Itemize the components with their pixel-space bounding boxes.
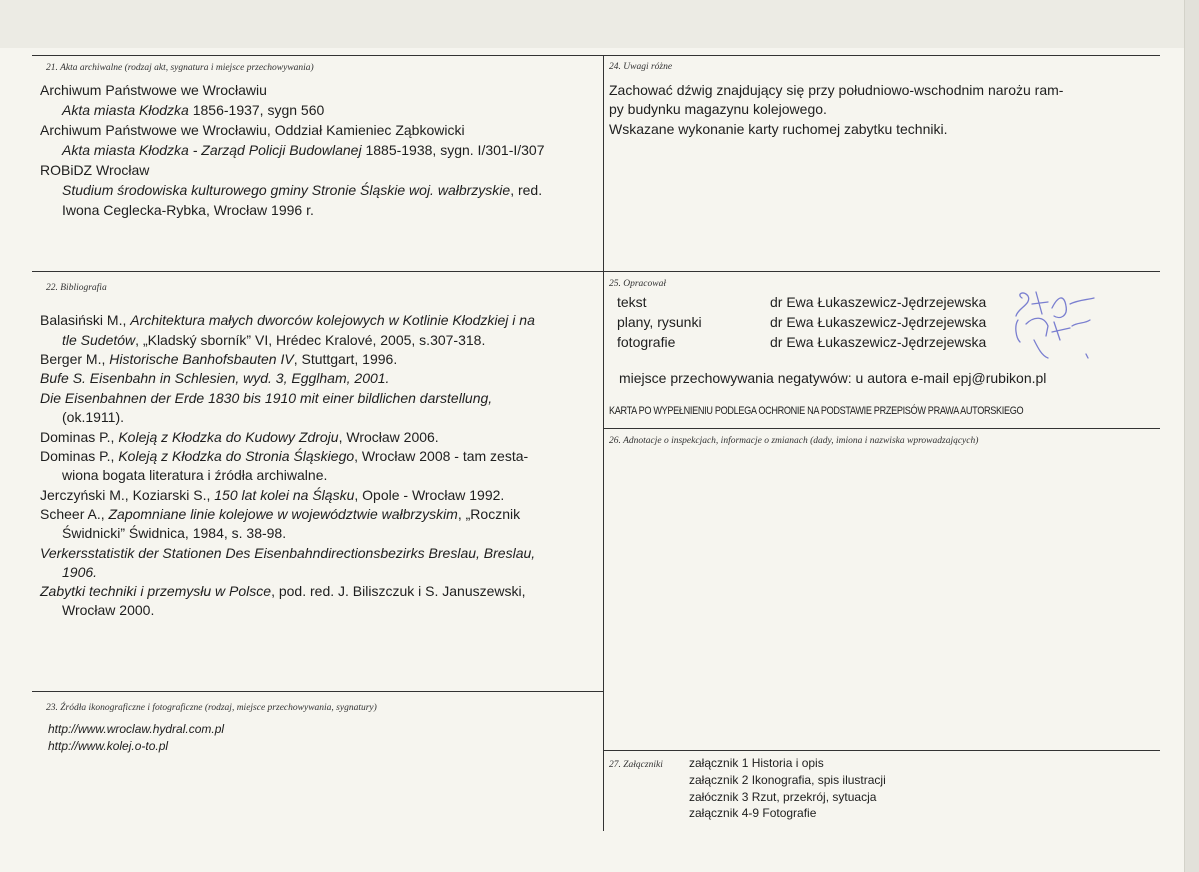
bib-title: Koleją z Kłodzka do Kudowy Zdroju <box>118 429 339 445</box>
bib-line-9: wiona bogata literatura i źródła archiwalne. <box>62 467 328 483</box>
section-23-header: 23. Źródła ikonograficzne i fotograficzne (rodzaj, miejsce przechowywania, sygnatury) <box>46 703 377 713</box>
negatives-storage: miejsce przechowywania negatywów: u autora e-mail epj@rubikon.pl <box>619 370 1047 386</box>
top-rule <box>32 55 1160 56</box>
archive-title-1: Akta miasta Kłodzka <box>62 102 189 118</box>
archive-line-3: Archiwum Państwowe we Wrocławiu, Oddział Kamieniec Ząbkowicki <box>40 122 465 138</box>
archive-line-2 <box>62 101 324 119</box>
archive-red: , red. <box>510 182 543 198</box>
rule-22-23 <box>32 691 603 692</box>
bib-line-5 <box>40 389 492 407</box>
bib-author: Berger M., <box>40 351 110 367</box>
bib-pub: , Wrocław 2008 - tam zesta- <box>354 448 529 464</box>
archive-line-5: ROBiDZ Wrocław <box>40 162 150 178</box>
bib-pub: , Stuttgart, 1996. <box>293 351 398 367</box>
bib-line-2 <box>62 331 485 349</box>
bib-entry: Verkersstatistik der Stationen Des Eisenbahndirectionsbezirks Breslau, Breslau, <box>40 545 536 561</box>
section-25-header: 25. Opracował <box>609 279 666 289</box>
author-row-label: plany, rysunki <box>617 314 702 330</box>
bib-pub: , pod. red. J. Biliszczuk i S. Januszewski, <box>271 583 526 599</box>
bib-line-6: (ok.1911). <box>62 409 124 425</box>
author-row-label: fotografie <box>617 334 676 350</box>
bib-author: Jerczyński M., Koziarski S., <box>40 487 215 503</box>
bib-line-13 <box>40 544 535 562</box>
remarks-line-1: Zachować dźwig znajdujący się przy południowo-wschodnim narożu ram- <box>609 82 1064 98</box>
handwritten-signature <box>1008 286 1108 364</box>
bib-title: Koleją z Kłodzka do Stronia Śląskiego <box>118 448 355 464</box>
section-21-header: 21. Akta archiwalne (rodzaj akt, sygnatura i miejsce przechowywania) <box>46 63 314 73</box>
bib-title-cont: tle Sudetów <box>62 332 136 348</box>
author-row-value: dr Ewa Łukaszewicz-Jędrzejewska <box>770 314 987 330</box>
bib-title: Zabytki techniki i przemysłu w Polsce <box>40 583 272 599</box>
source-url-2 <box>48 738 168 754</box>
remarks-line-2: py budynku magazynu kolejowego. <box>609 101 827 117</box>
attachment-item: załącznik 4-9 Fotografie <box>689 806 817 820</box>
bib-pub: , Opole - Wrocław 1992. <box>354 487 505 503</box>
bib-line-16: Wrocław 2000. <box>62 602 155 618</box>
attachment-item: załącznik 2 Ikonografia, spis ilustracji <box>689 773 886 787</box>
archive-sign-2: 1885-1938, sygn. I/301-I/307 <box>361 142 545 158</box>
archive-title-2: Akta miasta Kłodzka - Zarząd Policji Budowlanej <box>62 142 362 158</box>
rule-26-27 <box>603 750 1160 751</box>
bib-title: Zapomniane linie kolejowe w województwie wałbrzyskim <box>108 506 458 522</box>
bib-line-15 <box>40 582 526 600</box>
bib-line-12: Świdnicki” Świdnica, 1984, s. 38-98. <box>62 525 287 541</box>
archive-line-6 <box>62 181 542 199</box>
bib-author: Scheer A., <box>40 506 109 522</box>
author-row-label: tekst <box>617 294 647 310</box>
archive-line-7: Iwona Ceglecka-Rybka, Wrocław 1996 r. <box>62 202 314 218</box>
archive-title-3: Studium środowiska kulturowego gminy Stronie Śląskie woj. wałbrzyskie <box>62 182 511 198</box>
bib-line-14 <box>62 563 97 581</box>
bib-line-7 <box>40 428 439 446</box>
remarks-line-3: Wskazane wykonanie karty ruchomej zabytku techniki. <box>609 121 948 137</box>
rule-25-26 <box>603 428 1160 429</box>
copyright-notice: KARTA PO WYPEŁNIENIU PODLEGA OCHRONIE NA PODSTAWIE PRZEPISÓW PRAWA AUTORSKIEGO <box>609 405 1024 417</box>
bib-title: 150 lat kolei na Śląsku <box>214 487 355 503</box>
section-24-header: 24. Uwagi różne <box>609 62 673 72</box>
section-22-header: 22. Bibliografia <box>46 283 107 293</box>
author-row-value: dr Ewa Łukaszewicz-Jędrzejewska <box>770 294 987 310</box>
center-divider <box>603 55 604 831</box>
bib-line-3 <box>40 350 397 368</box>
bib-line-4 <box>40 369 389 387</box>
bib-author: Balasiński M., <box>40 312 131 328</box>
bib-author: Dominas P., <box>40 448 119 464</box>
card-top-margin <box>0 0 1199 48</box>
card-right-edge <box>1184 0 1199 872</box>
bib-pub: , „Rocznik <box>457 506 521 522</box>
section-26-header: 26. Adnotacje o inspekcjach, informacje o zmianach (dady, imiona i nazwiska wprowadzających) <box>609 436 979 446</box>
bib-pub: , „Kladský sborník” VI, Hrédec Kralové, 2005, s.307-318. <box>135 332 486 348</box>
archive-line-1: Archiwum Państwowe we Wrocławiu <box>40 82 267 98</box>
source-url-1-text: http://www.wroclaw.hydral.com.pl <box>48 722 225 736</box>
bib-line-11 <box>40 505 520 523</box>
source-url-2-text: http://www.kolej.o-to.pl <box>48 739 169 753</box>
bib-author: Dominas P., <box>40 429 119 445</box>
author-row-value: dr Ewa Łukaszewicz-Jędrzejewska <box>770 334 987 350</box>
bib-line-1 <box>40 311 535 329</box>
section-27-header: 27. Załączniki <box>609 760 663 770</box>
attachment-item: załócznik 3 Rzut, przekrój, sytuacja <box>689 790 877 804</box>
archive-sign-1: 1856-1937, sygn 560 <box>188 102 325 118</box>
bib-entry: Die Eisenbahnen der Erde 1830 bis 1910 mit einer bildlichen darstellung, <box>40 390 493 406</box>
bib-entry: Bufe S. Eisenbahn in Schlesien, wyd. 3, Egglham, 2001. <box>40 370 390 386</box>
bib-line-8 <box>40 447 528 465</box>
archive-line-4 <box>62 141 545 159</box>
source-url-1 <box>48 721 224 737</box>
bib-line-10 <box>40 486 504 504</box>
bib-title: Historische Banhofsbauten IV <box>109 351 294 367</box>
attachment-item: załącznik 1 Historia i opis <box>689 756 824 770</box>
rule-21-22 <box>32 271 1160 272</box>
bib-pub: , Wrocław 2006. <box>338 429 439 445</box>
bib-title: Architektura małych dworców kolejowych w Kotlinie Kłodzkiej i na <box>130 312 535 328</box>
bib-entry-cont: 1906. <box>62 564 98 580</box>
